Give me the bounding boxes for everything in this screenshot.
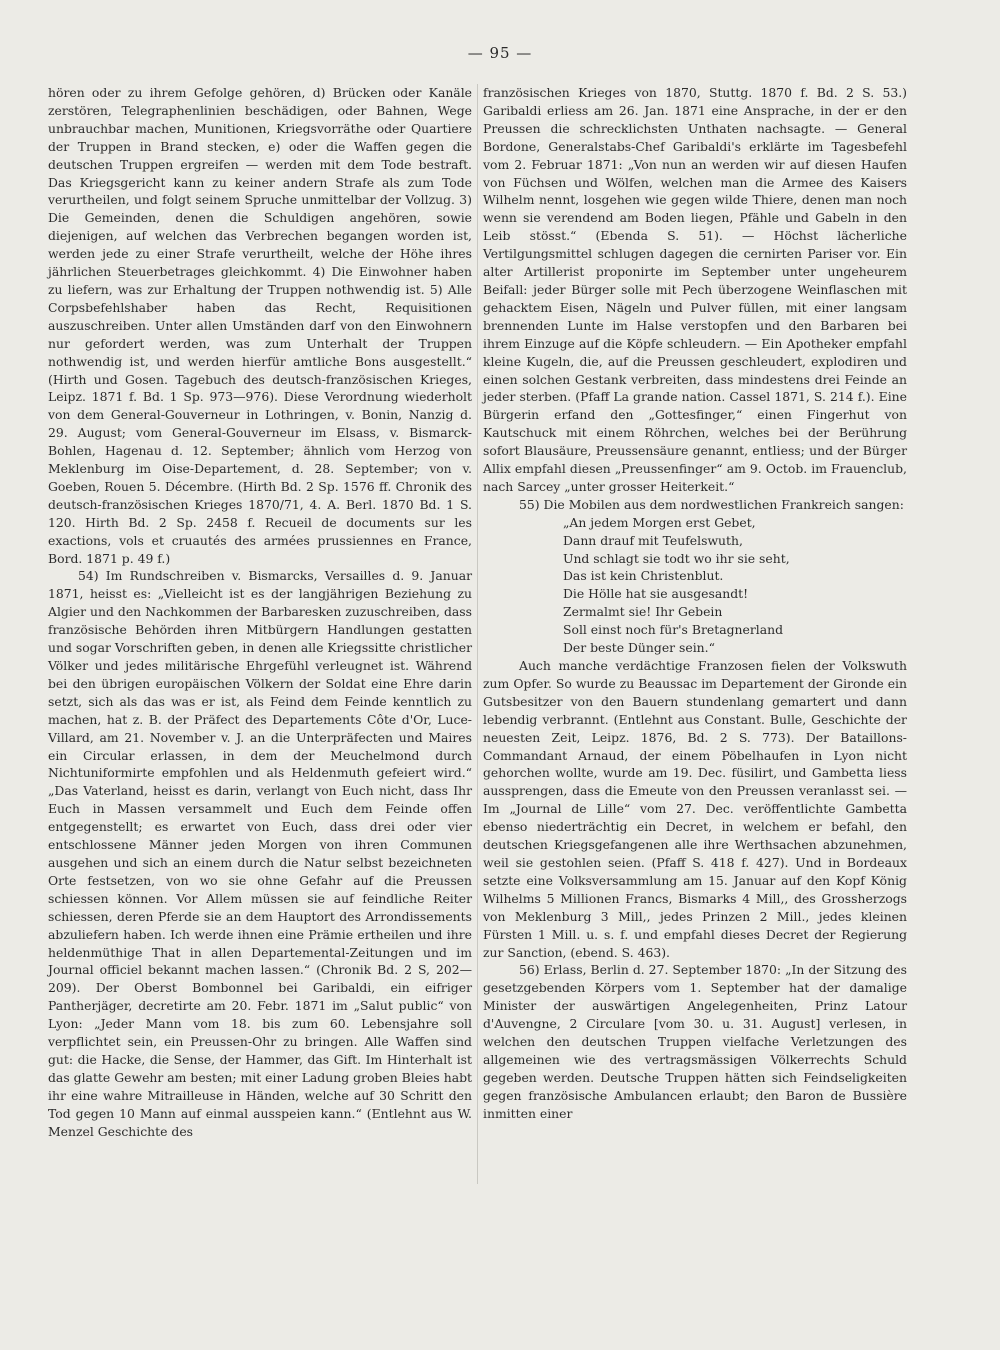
poem-line: Und schlagt sie todt wo ihr sie seht, bbox=[563, 550, 790, 566]
left-column bbox=[48, 84, 472, 1140]
poem-line: Das ist kein Christenblut. bbox=[563, 568, 724, 584]
poem-line: Der beste Dünger sein.“ bbox=[563, 640, 715, 656]
footnote-55: 55) Die Mobilen aus dem nordwestlichen Frankreich sangen: bbox=[519, 496, 904, 512]
poem bbox=[483, 514, 907, 657]
right-column bbox=[483, 84, 907, 1123]
footnote-54: 54) Im Rundschreiben v. Bismarcks, Versailles d. 9. Januar 1871, heisst es: „Vielleicht ist es der langjährigen Beziehung zu Algier und den Nachkommen der Barbaresken zuzuschreiben, dass französische Behörden ihren Mitbürgern Handlungen gestatten und sogar Vorschriften geben, in denen alle Kriegssitte christlicher Völker und jedes militärische Ehrgefühl verleugnet ist. Während bei den übrigen europäischen Völkern der Soldat eine Ehre darin setzt, sich als das was er ist, als Feind dem Feinde kenntlich zu machen, hat z. B. der Präfect des Departements Côte d'Or, Luce-Villard, am 21. November v. J. an die Unterpräfecten und Maires ein Circular erlassen, in dem der Meuchelmond durch Nichtuniformirte empfohlen und als Heldenmuth gefeiert wird.“ „Das Vaterland, heisst es darin, verlangt von Euch nicht, dass Ihr Euch in Massen versammelt und Euch dem Feinde offen entgegenstellt; es erwartet von Euch, dass drei oder vier entschlossene Männer jeden Morgen von ihren Communen ausgehen und sich an einem durch die Natur selbst bezeichneten Orte festsetzen, von wo sie ohne Gefahr auf die Preussen schiessen können. Vor Allem müssen sie auf feindliche Reiter schiessen, deren Pferde sie an dem Hauptort des Arrondissements abzuliefern haben. Ich werde ihnen eine Prämie ertheilen und ihre heldenmüthige That in allen Departemental-Zeitungen und im Journal officiel bekannt machen lassen.“ (Chronik Bd. 2 S, 202—209). Der Oberst Bombonnel bei Garibaldi, ein eifriger Pantherjäger, decretirte am 20. Febr. 1871 im „Salut public“ von Lyon: „Jeder Mann vom 18. bis zum 60. Lebensjahre soll verpflichtet sein, ein Preussen-Ohr zu bringen. Alle Waffen sind gut: die Hacke, die Sense, der Hammer, das Gift. Im Hinterhalt ist das glatte Gewehr am besten; mit einer Ladung groben Bleies habt ihr eine wahre Mitrailleuse in Händen, welche auf 30 Schritt den Tod gegen 10 Mann auf einmal ausspeien kann.“ (Entlehnt aus W. Menzel Geschichte des bbox=[48, 568, 472, 1139]
footnote-56: 56) Erlass, Berlin d. 27. September 1870: „In der Sitzung des gesetzgebenden Körpers vom 1. September hat der damalige Minister der auswärtigen Angelegenheiten, Prinz Latour d'Auvengne, 2 Circulare [vom 30. u. 31. August] verlesen, in welchen den deutschen Truppen vielfache Verletzungen des allgemeinen wie des vertragsmässigen Völkerrechts Schuld gegeben werden. Deutsche Truppen hätten sich Feindseligkeiten gegen französische Ambulancen erlaubt; den Baron de Bussière inmitten einer bbox=[483, 962, 907, 1121]
poem-line: Dann drauf mit Teufelswuth, bbox=[563, 532, 743, 548]
page-number: — 95 — bbox=[467, 44, 533, 62]
poem-line: Die Hölle hat sie ausgesandt! bbox=[563, 586, 749, 602]
paragraph: hören oder zu ihrem Gefolge gehören, d) Brücken oder Kanäle zerstören, Telegraphenlinien beschädigen, oder Bahnen, Wege unbrauchbar machen, Munitionen, Kriegsvorräthe oder Quartiere der Truppen in Brand stecken, e) oder die Waffen gegen die deutschen Truppen ergreifen — werden mit dem Tode bestraft. Das Kriegsgericht kann zu keiner andern Strafe als zum Tode verurtheilen, und folgt seinem Spruche unmittelbar der Vollzug. 3) Die Gemeinden, denen die Schuldigen angehören, sowie diejenigen, auf welchen das Verbrechen begangen worden ist, werden jede zu einer Strafe verurtheilt, welche der Höhe ihres jährlichen Steuerbetrages gleichkommt. 4) Die Einwohner haben zu liefern, was zur Erhaltung der Truppen nothwendig ist. 5) Alle Corpsbefehlshaber haben das Recht, Requisitionen auszuschreiben. Unter allen Umständen darf von den Einwohnern nur gefordert werden, was zum Unterhalt der Truppen nothwendig ist, und werden hierfür amtliche Bons ausgestellt.“ (Hirth und Gosen. Tagebuch des deutsch-französischen Krieges, Leipz. 1871 f. Bd. 1 Sp. 973—976). Diese Verordnung wiederholt von dem General-Gouverneur in Lothringen, v. Bonin, Nanzig d. 29. August; vom General-Gouverneur im Elsass, v. Bismarck-Bohlen, Hagenau d. 12. September; ähnlich vom Herzog von Meklenburg im Oise-Departement, d. 28. September; von v. Goeben, Rouen 5. Décembre. (Hirth Bd. 2 Sp. 1576 ff. Chronik des deutsch-französischen Krieges 1870/71, 4. A. Berl. 1870 Bd. 1 S. 120. Hirth Bd. 2 Sp. 2458 f. Recueil de documents sur les exactions, vols et cruautés des armées prussiennes en France, Bord. 1871 p. 49 f.) bbox=[48, 85, 472, 566]
poem-line: Soll einst noch für's Bretagnerland bbox=[563, 622, 784, 638]
paragraph: Auch manche verdächtige Franzosen fielen der Volkswuth zum Opfer. So wurde zu Beaussac im Departement der Gironde ein Gutsbesitzer von den Bauern stundenlang gemartert und dann lebendig verbrannt. (Entlehnt aus Constant. Bulle, Geschichte der neuesten Zeit, Leipz. 1876, Bd. 2 S. 773). Der Bataillons-Commandant Arnaud, der einem Pöbelhaufen in Lyon nicht gehorchen wollte, wurde am 19. Dec. füsilirt, und Gambetta liess aussprengen, dass die Emeute von den Preussen veranlasst sei. — Im „Journal de Lille“ vom 27. Dec. veröffentlichte Gambetta ebenso niederträchtig ein Decret, in welchem er befahl, den deutschen Kriegsgefangenen alle ihre Werthsachen abzunehmen, weil sie gestohlen seien. (Pfaff S. 418 f. 427). Und in Bordeaux setzte eine Volksversammlung am 15. Januar auf den Kopf König Wilhelms 5 Millionen Francs, Bismarks 4 Mill,, des Grossherzogs von Meklenburg 3 Mill,, jedes Prinzen 2 Mill., jedes kleinen Fürsten 1 Mill. u. s. f. und empfahl dieses Decret der Regierung zur Sanction, (ebend. S. 463). bbox=[483, 658, 907, 960]
column-divider bbox=[477, 84, 478, 1184]
paragraph: französischen Krieges von 1870, Stuttg. 1870 f. Bd. 2 S. 53.) Garibaldi erliess am 26. Jan. 1871 eine Ansprache, in der er den Preussen die schrecklichsten Unthaten nachsagte. — General Bordone, Generalstabs-Chef Garibaldi's erklärte im Tagesbefehl vom 2. Februar 1871: „Von nun an werden wir auf diesen Haufen von Füchsen und Wölfen, welchen man die Armee des Kaisers Wilhelm nennt, losgehen wie gegen wilde Thiere, denen man noch wenn sie verendend am Boden liegen, Pfähle und Gabeln in den Leib stösst.“ (Ebenda S. 51). — Höchst lächerliche Vertilgungsmittel schlugen dagegen die cernirten Pariser vor. Ein alter Artillerist proponirte im September unter ungeheurem Beifall: jeder Bürger solle mit Pech überzogene Weinflaschen mit gehacktem Eisen, Nägeln und Pulver füllen, mit einer langsam brennenden Lunte im Halse verstopfen und den Barbaren bei ihrem Einzuge auf die Köpfe schleudern. — Ein Apotheker empfahl kleine Kugeln, die, auf die Preussen geschleudert, explodiren und einen solchen Gestank verbreiten, dass mindestens drei Feinde an jeder sterben. (Pfaff La grande nation. Cassel 1871, S. 214 f.). Eine Bürgerin erfand den „Gottesfinger,“ einen Fingerhut von Kautschuck mit einem Röhrchen, welches bei der Berührung sofort Blausäure, Preussensäure genannt, entliess; und der Bürger Allix empfahl diesen „Preussenfinger“ am 9. Octob. im Frauenclub, nach Sarcey „unter grosser Heiterkeit.“ bbox=[483, 85, 907, 494]
poem-line: Zermalmt sie! Ihr Gebein bbox=[563, 604, 723, 620]
poem-line: „An jedem Morgen erst Gebet, bbox=[563, 514, 756, 530]
